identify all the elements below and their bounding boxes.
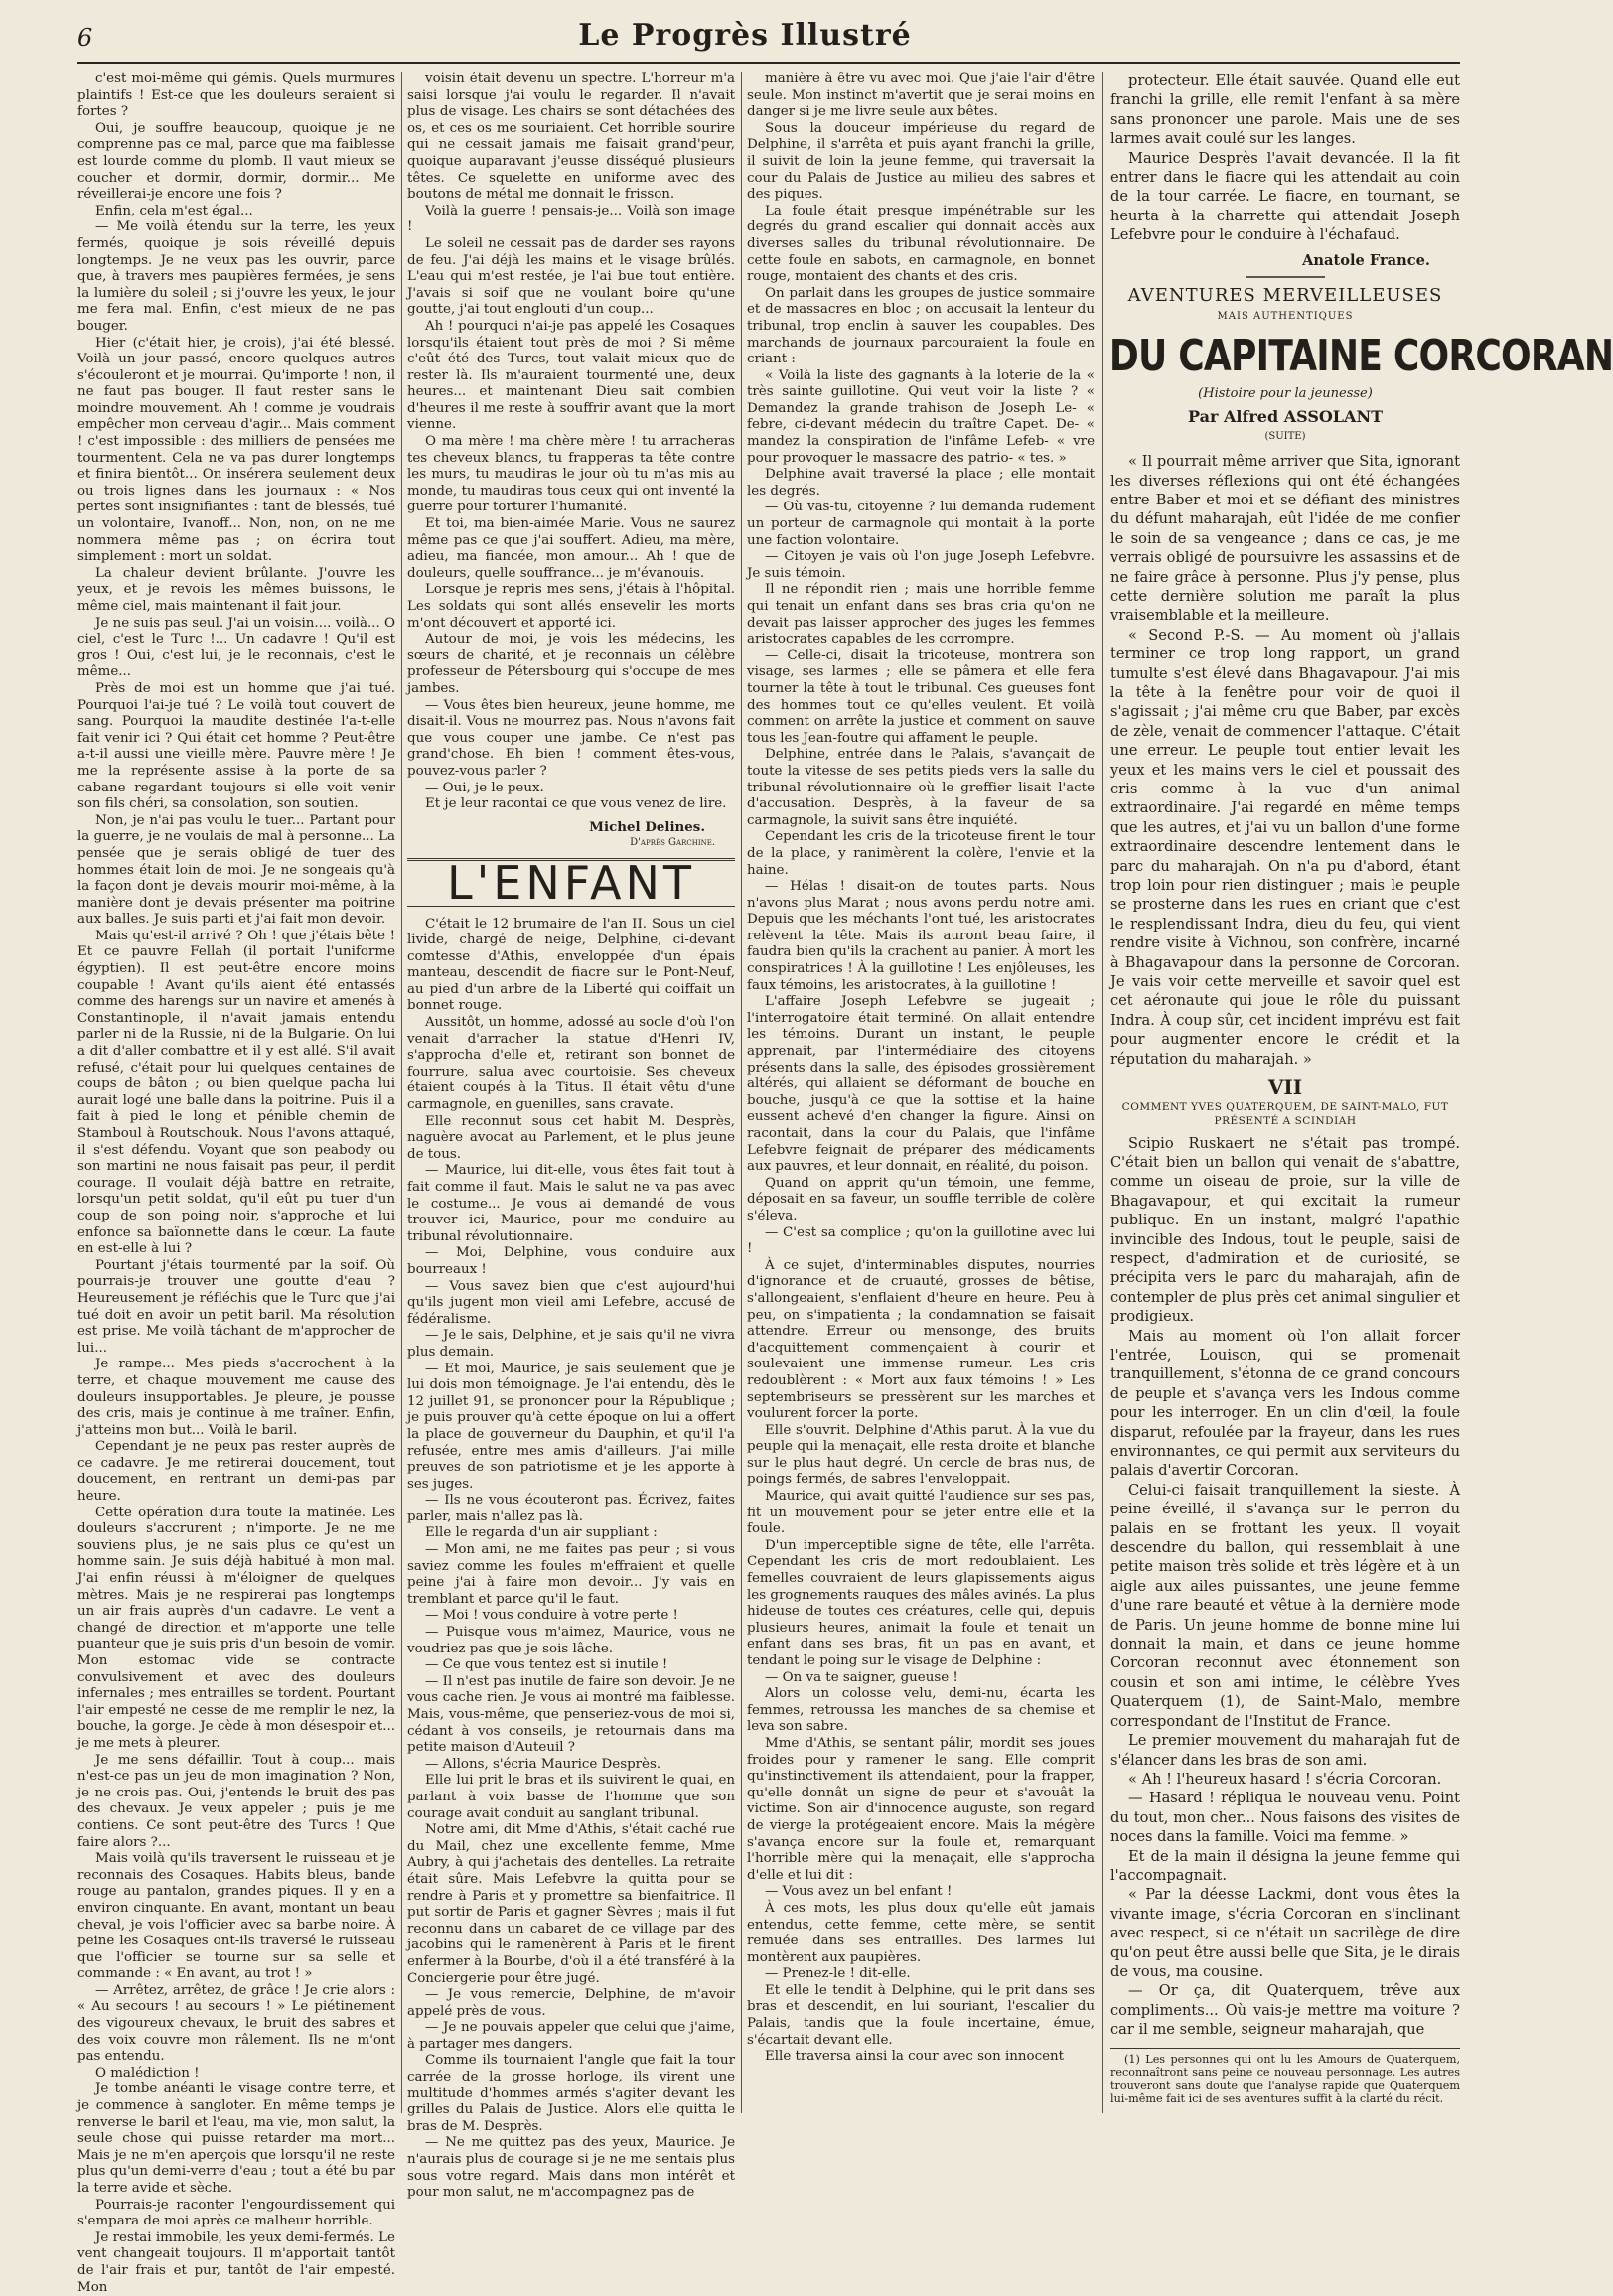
paragraph: Aussitôt, un homme, adossé au socle d'où l'on venait d'arracher la statue d'Henri IV, s'approcha d'elle et, retirant son bonnet de fourrure, salua avec courtoisie. Ses cheveux étaient coupés à la Titus. Il était vêtu d'une carmagnole, en guenilles, sans cravate.: [407, 1015, 735, 1113]
paragraph: Je ne suis pas seul. J'ai un voisin.... voilà... O ciel, c'est le Turc !... Un cadavre ! Qu'il est gros ! Oui, c'est lui, je le reconnais, c'est le même...: [77, 615, 395, 680]
paragraph: Ah ! pourquoi n'ai-je pas appelé les Cosaques lorsqu'ils étaient tout près de moi ? Si même c'eût été des Turcs, tout valait mieux que de rester là. Ils m'auraient tourmenté une, deux heures... et maintenant Dieu sait combien d'heures il me reste à souffrir avant que la mort vienne.: [407, 318, 735, 433]
paragraph: D'un imperceptible signe de tête, elle l'arrêta. Cependant les cris de mort redoublaient. Les femelles couvraient de leurs glapissements aigus les grognements rauques des mâles avinés. La plus hideuse de toutes ces créatures, celle qui, depuis plusieurs heures, animait la foule et tenait un enfant dans ses bras, fit un pas en avant, et tendant le poing sur le visage de Delphine :: [747, 1537, 1095, 1668]
paragraph: L'affaire Joseph Lefebvre se jugeait ; l'interrogatoire était terminé. On allait entendre les témoins. Durant un instant, le peuple apprenait, par l'intermédiaire des citoyens présents dans la salle, des épisodes grossièrement altérés, qui allaient se déformant de bouche en bouche, jusqu'à ce que la sottise et la haine eussent achevé d'en changer la figure. Ainsi on racontait, dans la cour du Palais, que l'infâme Lefebvre feignait de préparer des médicaments aux pauvres, et leur donnait, en réalité, du poison.: [747, 994, 1095, 1175]
chapter-title: COMMENT YVES QUATERQUEM, DE SAINT-MALO, FUT PRÉSENTÉ A SCINDIAH: [1121, 1100, 1449, 1127]
paragraph: — Allons, s'écria Maurice Desprès.: [425, 1756, 661, 1772]
paragraph: C'était le 12 brumaire de l'an II. Sous un ciel livide, chargé de neige, Delphine, ci-devant comtesse d'Athis, enveloppée d'un épais manteau, descendit de fiacre sur le Pont-Neuf, au pied d'un arbre de la Liberté qui coiffait un bonnet rouge.: [407, 916, 735, 1014]
ornament-dash: [1110, 272, 1460, 282]
paragraph: Elle le regarda d'un air suppliant :: [425, 1525, 658, 1541]
column-3: [747, 72, 1095, 2113]
paragraph: Elle traversa ainsi la cour avec son innocent: [765, 2049, 1065, 2065]
paragraph: Cette opération dura toute la matinée. Les douleurs s'accrurent ; n'importe. Je ne me souviens plus, je ne sais plus ce qu'est un homme sain. Je suis déjà habitué à mon mal. J'ai enfin réussi à m'éloigner de quelques mètres. Mais je ne respirerai pas longtemps un air frais auprès d'un cadavre. Le vent a changé de direction et m'apporte une telle puanteur que je suis pris d'un besoin de vomir. Mon estomac vide se contracte convulsivement et avec des douleurs infernales ; mes entrailles se tordent. Pourtant l'air empesté ne cesse de me remplir le nez, la bouche, la gorge. Je cède à mon désespoir et... je me mets à pleurer.: [77, 1505, 395, 1751]
paragraph: Et de la main il désigna la jeune femme qui l'accompagnait.: [1110, 1847, 1460, 1884]
paragraph: Enfin, cela m'est égal...: [95, 203, 253, 218]
column-1: [77, 72, 395, 2295]
column-2-text-a: [407, 72, 735, 813]
paragraph: « Voilà la liste des gagnants à la loterie de la « très sainte guillotine. Qui veut voir la liste ? « Demandez la grande trahison de Joseph Le- « febre, ci-devant médecin du traître Capet. De- « mandez la conspiration de l'infâme Lefeb- « vre pour provoquer le massacre des patrio- « tes. »: [747, 367, 1095, 466]
paragraph: voisin était devenu un spectre. L'horreur m'a saisi lorsque j'ai voulu le regarder. Il n'avait plus de visage. Les chairs se sont détachées des os, et ces os me souriaient. Cet horrible sourire qui ne cessait jamais me faisait grand'peur, quoique auparavant j'eusse disséqué plusieurs têtes. Ce squelette en uniforme avec des boutons de métal me donnait le frisson.: [407, 72, 735, 203]
paragraph: Voilà la guerre ! pensais-je... Voilà son image !: [407, 203, 735, 235]
paragraph: Non, je n'ai pas voulu le tuer... Partant pour la guerre, je ne voulais de mal à personne... La pensée que je serais obligé de tuer des hommes était loin de moi. Je ne songeais qu'à la façon dont je devais mourir moi-même, à la manière dont je devais présenter ma poitrine aux balles. Je suis parti et j'ai fait mon devoir.: [77, 812, 395, 928]
paragraph: — Vous avez un bel enfant !: [765, 1884, 953, 1900]
paragraph: Lorsque je repris mes sens, j'étais à l'hôpital. Les soldats qui sont allés ensevelir les morts m'ont découvert et apporté ici.: [407, 582, 735, 631]
paragraph: Delphine avait traversé la place ; elle montait les degrés.: [747, 467, 1095, 499]
serial-author: Par Alfred ASSOLANT: [1187, 407, 1383, 427]
paragraph: — Vous êtes bien heureux, jeune homme, me disait-il. Vous ne mourrez pas. Nous n'avons fait que vous couper une jambe. Ce n'est pas grand'chose. Eh bien ! comment êtes-vous, pouvez-vous parler ?: [407, 697, 735, 779]
paragraph: Je me sens défaillir. Tout à coup... mais n'est-ce pas un jeu de mon imagination ? Non, je ne crois pas. Oui, j'entends le bruit des pas des chevaux. Je veux appeler ; puis je me contiens. Ce sont peut-être des Turcs ! Que faire alors ?...: [77, 1752, 395, 1850]
paragraph: Sous la douceur impérieuse du regard de Delphine, il s'arrêta et puis ayant franchi la grille, il suivit de loin la jeune femme, qui traversait la cour du Palais de Justice au milieu des sabres et des piques.: [747, 120, 1095, 203]
paragraph: — Ne me quittez pas des yeux, Maurice. Je n'aurais plus de courage si je ne me sentais plus sous votre regard. Mais dans mon intérêt et pour mon salut, ne m'accompagnez pas de: [407, 2135, 735, 2201]
footnote: [1110, 2048, 1460, 2106]
paragraph: Et je leur racontai ce que vous venez de lire.: [425, 796, 727, 812]
column-rule: [401, 72, 402, 2113]
page-header: [0, 0, 1490, 60]
paragraph: Près de moi est un homme que j'ai tué. Pourquoi l'ai-je tué ? Le voilà tout couvert de sang. Pourquoi la maudite destinée l'a-t-elle fait venir ici ? Qui était cet homme ? Peut-être a-t-il aussi une vieille mère. Pauvre mère ! Je me la représente assise à la porte de sa cabane regardant toujours si elle voit venir son fils chéri, sa consolation, son soutien.: [77, 680, 395, 812]
paragraph: protecteur. Elle était sauvée. Quand elle eut franchi la grille, elle remit l'enfant à sa mère sans prononcer une parole. Mais une de ses larmes avait coulé sur les langes.: [1110, 72, 1460, 148]
paragraph: Delphine, entrée dans le Palais, s'avançait de toute la vitesse de ses petits pieds vers la salle du tribunal révolutionnaire où le greffier lisait l'acte d'accusation. Desprès, à la faveur de sa carmagnole, la suivit sans être inquiété.: [747, 747, 1095, 828]
paragraph: Elle lui prit le bras et ils suivirent le quai, en parlant à voix basse de l'homme que son courage avait conduit au sanglant tribunal.: [407, 1773, 735, 1821]
paragraph: — Arrêtez, arrêtez, de grâce ! Je crie alors : « Au secours ! au secours ! » Le piétinement des vigoureux chevaux, le bruit des sabres et des voix couvre mon râlement. Ils ne m'ont pas entendu.: [77, 1982, 395, 2065]
paragraph: Mais qu'est-il arrivé ? Oh ! que j'étais bête ! Et ce pauvre Fellah (il portait l'uniforme égyptien). Il est peut-être encore moins coupable ! Avant qu'ils aient été entassés comme des harengs sur un navire et amenés à Constantinople, il n'avait jamais entendu parler ni de la Russie, ni de la Bulgarie. On lui a dit d'aller combattre et il y est allé. S'il avait refusé, c'était pour lui quelques centaines de coups de bâton ; ou bien quelque pacha lui aurait logé une balle dans la poitrine. Puis il a fait à pied le long et pénible chemin de Stamboul à Routschouk. Nous l'avons attaqué, il s'est défendu. Voyant que son peabody ou son martini ne nous faisait pas peur, il perdit courage. Il voulait déjà battre en retraite, lorsqu'un petit soldat, qu'il eût pu tuer d'un coup de son poing noir, s'approche et lui enfonce sa baïonnette dans le cœur. La faute en est-elle à lui ?: [77, 928, 395, 1257]
header-rule: [77, 62, 1460, 64]
paragraph: Le soleil ne cessait pas de darder ses rayons de feu. J'ai déjà les mains et le visage brûlés. L'eau qui m'est restée, je l'ai bue tout entière. J'avais si soif que ne voulant boire qu'une goutte, j'ai tout englouti d'un coup...: [407, 235, 735, 318]
serial-subtitle: MAIS AUTHENTIQUES: [1217, 311, 1354, 323]
paragraph: — Ce que vous tentez est si inutile !: [425, 1657, 668, 1673]
paragraph: — Et moi, Maurice, je sais seulement que je lui dois mon témoignage. Je l'ai entendu, dès le 12 juillet 91, se prononcer pour la République ; je puis prouver qu'à cette époque on lui a offert la place de gouverneur du Dauphin, et qu'il l'a refusée, entre mes amis d'ailleurs. J'ai mille preuves de son patriotisme et je les apporte à ses juges.: [407, 1361, 735, 1492]
ornament-icon: [1246, 272, 1325, 282]
column-4-text-c: [1110, 1134, 1460, 2040]
paragraph: — Citoyen je vais où l'on juge Joseph Lefebvre. Je suis témoin.: [747, 549, 1095, 581]
paragraph: « Second P.-S. — Au moment où j'allais terminer ce trop long rapport, un grand tumulte s'est élevé dans Bhagavapour. J'ai mis la tête à la fenêtre pour voir de quoi il s'agissait ; j'ai même cru que Baber, par excès de zèle, venait de commencer l'attaque. C'était une erreur. Le peuple tout entier levait les yeux et les mains vers le ciel et poussait des cris comme à la vue d'un animal extraordinaire. J'ai regardé en même temps que les autres, et j'ai vu un ballon d'une forme extraordinaire descendre lentement dans le parc du maharajah. On n'a pu d'abord, étant trop loin pour rien distinguer ; mais le peuple se prosterne dans les rues en criant que c'est le resplendissant Indra, dieu du feu, qui vient rendre visite à Vichnou, son confrère, incarné à Bhagavapour dans la personne de Corcoran. Je vais voir cette merveille et savoir quel est cet aéronaute qui joue le rôle du puissant Indra. À coup sûr, cet incident imprévu est fait pour augmenter encore le crédit et la réputation du maharajah. »: [1110, 626, 1460, 1068]
signature-source: D'après Garchine.: [630, 837, 715, 849]
column-2-text-b: [407, 917, 735, 2202]
signature-france: Anatole France.: [1302, 251, 1430, 269]
paragraph: Comme ils tournaient l'angle que fait la tour carrée de la grosse horloge, ils virent une multitude d'hommes armés s'agiter devant les grilles du Palais de Justice. Alors elle quitta le bras de M. Desprès.: [407, 2053, 735, 2134]
column-4-text-b: [1110, 452, 1460, 1069]
paragraph: Cependant les cris de la tricoteuse firent le tour de la place, y ranimèrent la colère, l'envie et la haine.: [747, 829, 1095, 878]
paragraph: — Je le sais, Delphine, et je sais qu'il ne vivra plus demain.: [407, 1328, 735, 1360]
paragraph: Elle s'ouvrit. Delphine d'Athis parut. À la vue du peuple qui la menaçait, elle resta droite et blanche sur le plus haut degré. Un cercle de bras nus, de poings fermés, de sabres l'enveloppait.: [747, 1422, 1095, 1488]
chapter-number: VII: [1267, 1076, 1303, 1100]
signature-delines: Michel Delines.: [589, 818, 705, 835]
paragraph: — Ils ne vous écouteront pas. Écrivez, faites parler, mais n'allez pas là.: [407, 1493, 735, 1524]
masthead-title: Le Progrès Illustré: [578, 18, 912, 53]
paragraph: — Mon ami, ne me faites pas peur ; si vous saviez comme les foules m'effraient et quelle peine j'ai à faire mon devoir... J'y vais en tremblant et parce qu'il le faut.: [407, 1542, 735, 1607]
paragraph: Alors un colosse velu, demi-nu, écarta les femmes, retroussa les manches de sa chemise et leva son sabre.: [747, 1686, 1095, 1735]
column-2: [407, 72, 735, 2201]
paragraph: On parlait dans les groupes de justice sommaire et de massacres en bloc ; on accusait la lenteur du tribunal, trop enclin à sauver les coupables. Des marchands de journaux parcouraient la foule en criant :: [747, 285, 1095, 367]
paragraph: Hier (c'était hier, je crois), j'ai été blessé. Voilà un jour passé, encore quelques autres s'écouleront et je mourrai. Qu'importe ! non, il ne faut pas bouger. Il faut rester sans le moindre mouvement. Ah ! comme je voudrais empêcher mon cerveau d'agir... Mais comment ! c'est impossible : des milliers de pensées me tourmentent. Cela ne va pas durer longtemps et finira bientôt... On insérera seulement deux ou trois lignes dans les journaux : « Nos pertes sont insignifiantes : tant de blessés, tué un volontaire, Ivanoff... Non, non, on ne me nommera même pas ; on écrira tout simplement : mort un soldat.: [77, 335, 395, 565]
paragraph: Mais au moment où l'on allait forcer l'entrée, Louison, qui se promenait tranquillement, s'étonna de ce grand concours de peuple et s'avança vers les Indous comme pour les interroger. En un clin d'œil, la foule disparut, refoulée par la frayeur, dans les rues environnantes, ce qui permit aux serviteurs du palais d'avertir Corcoran.: [1110, 1327, 1460, 1480]
paragraph: Je restai immobile, les yeux demi-fermés. Le vent changeait toujours. Il m'apportait tantôt de l'air frais et pur, tantôt de l'air empesté. Mon: [77, 2229, 395, 2295]
column-rule: [1102, 72, 1103, 2113]
serial-genre: (Histoire pour la jeunesse): [1198, 385, 1373, 401]
column-1-text: [77, 72, 395, 2296]
serial-continued: (SUITE): [1264, 430, 1306, 442]
paragraph: — On va te saigner, gueuse !: [765, 1669, 958, 1685]
serial-title: AVENTURES MERVEILLEUSES: [1127, 285, 1443, 307]
paragraph: — Moi, Delphine, vous conduire aux bourreaux !: [407, 1245, 735, 1277]
paragraph: Et elle le tendit à Delphine, qui le prit dans ses bras et descendit, en lui souriant, l'escalier du Palais, tandis que la foule incertaine, émue, s'écartait devant elle.: [747, 1982, 1095, 2048]
paragraph: — Je vous remercie, Delphine, de m'avoir appelé près de vous.: [407, 1987, 735, 2019]
paragraph: O malédiction !: [95, 2065, 200, 2081]
paragraph: — Moi ! vous conduire à votre perte !: [425, 1608, 678, 1624]
paragraph: Et toi, ma bien-aimée Marie. Vous ne saurez même pas ce que j'ai souffert. Adieu, ma mère, adieu, ma fiancée, mon amour... Ah ! que de douleurs, quelle souffrance... je m'évanouis.: [407, 516, 735, 581]
paragraph: « Par la déesse Lackmi, dont vous êtes la vivante image, s'écria Corcoran en s'inclinant avec respect, si ce n'était un sacrilège de dire qu'on peut être aussi belle que Sita, je le dirais de vous, ma cousine.: [1110, 1886, 1460, 1980]
paragraph: — Je ne pouvais appeler que celui que j'aime, à partager mes dangers.: [407, 2020, 735, 2052]
paragraph: « Ah ! l'heureux hasard ! s'écria Corcoran.: [1128, 1770, 1442, 1788]
article-title-enfant: L'ENFANT: [447, 855, 695, 910]
paragraph: « Il pourrait même arriver que Sita, ignorant les diverses réflexions qui ont été échangées entre Baber et moi et se défiant des ministres du défunt maharajah, eût l'idée de me confier le soin de sa vengeance ; dans ce cas, je me verrais obligé de poursuivre les assassins et de ne faire grâce à personne. Plus j'y pense, plus cette dernière solution me paraît la plus vraisemblable et la meilleure.: [1110, 453, 1460, 625]
paragraph: Elle reconnut sous cet habit M. Desprès, naguère avocat au Parlement, et le plus jeune de tous.: [407, 1113, 735, 1162]
column-rule: [741, 72, 742, 2113]
paragraph: Celui-ci faisait tranquillement la sieste. À peine éveillé, il s'avança sur le perron du palais en se frottant les yeux. Il voyait descendre du ballon, qui ressemblait à une petite maison très solide et très légère et à un aigle aux ailes puissantes, une jeune femme d'une rare beauté et vêtue à la dernière mode de Paris. Un jeune homme de bonne mine lui donnait la main, et dans ce jeune homme Corcoran reconnut avec étonnement son cousin et son ami intime, le célèbre Yves Quaterquem (1), de Saint-Malo, membre correspondant de l'Institut de France.: [1110, 1481, 1460, 1730]
page-number: 6: [77, 24, 93, 52]
paragraph: — Il n'est pas inutile de faire son devoir. Je ne vous cache rien. Je vous ai montré ma faiblesse. Mais, vous-même, que penseriez-vous de moi si, cédant à vos conseils, je retournais dans ma petite maison d'Auteuil ?: [407, 1673, 735, 1756]
paragraph: Maurice Desprès l'avait devancée. Il la fit entrer dans le fiacre qui les attendait au coin de la tour carrée. Le fiacre, en tournant, se heurta à la charrette qui attendait Joseph Lefebvre pour le conduire à l'échafaud.: [1110, 149, 1460, 244]
paragraph: — Où vas-tu, citoyenne ? lui demanda rudement un porteur de carmagnole qui montait à la porte une faction volontaire.: [747, 500, 1095, 548]
paragraph: À ces mots, les plus doux qu'elle eût jamais entendus, cette femme, cette mère, se sentit remuée dans ses entrailles. Des larmes lui montèrent aux paupières.: [747, 1900, 1095, 1965]
paragraph: — Puisque vous m'aimez, Maurice, vous ne voudriez pas que je sois lâche.: [407, 1625, 735, 1656]
paragraph: — Hélas ! disait-on de toutes parts. Nous n'avons plus Marat ; nous avons perdu notre ami. Depuis que les méchants l'ont tué, les aristocrates relèvent la tête. Mais ils auront beau faire, il faudra bien qu'ils la crachent au panier. À mort les conspiratrices ! À la guillotine ! Les enjôleuses, les faux témoins, les aristocrates, à la guillotine !: [747, 879, 1095, 993]
paragraph: Il ne répondit rien ; mais une horrible femme qui tenait un enfant dans ses bras cria qu'on ne devait pas laisser approcher des juges les femmes aristocrates capables de les corrompre.: [747, 582, 1095, 647]
paragraph: Je rampe... Mes pieds s'accrochent à la terre, et chaque mouvement me cause des douleurs insupportables. Je pleure, je pousse des cris, mais je continue à me traîner. Enfin, j'atteins mon but... Voilà le baril.: [77, 1357, 395, 1438]
paragraph: Notre ami, dit Mme d'Athis, s'était caché rue du Mail, chez une excellente femme, Mme Aubry, à qui j'achetais des dentelles. La retraite était sûre. Mais Lefebvre la quitta pour se rendre à Paris et y promettre sa bienfaitrice. Il put sortir de Paris et gagner Sèvres ; mais il fut reconnu dans un cabaret de ce village par des jacobins qui le ramenèrent à Paris et le firent enfermer à la Bourbe, d'où il a été transféré à la Conciergerie pour être jugé.: [407, 1822, 735, 1986]
paragraph: O ma mère ! ma chère mère ! tu arracheras tes cheveux blancs, tu frapperas ta tête contre les murs, tu maudiras le jour où tu m'as mis au monde, tu maudiras tous ceux qui ont inventé la guerre pour torturer l'humanité.: [407, 434, 735, 515]
paragraph: La chaleur devient brûlante. J'ouvre les yeux, et je revois les mêmes buissons, le même ciel, mais maintenant il fait jour.: [77, 565, 395, 614]
paragraph: À ce sujet, d'interminables disputes, nourries d'ignorance et de cruauté, grosses de bêtise, s'allongeaient, s'enflaient d'heure en heure. Peu à peu, on s'impatienta ; la condamnation se faisait attendre. Erreur ou mensonge, des bruits d'acquittement commençaient à courir et soulevaient une immense rumeur. Les cris redoublèrent : « Mort aux faux témoins ! » Les septembriseurs se pressèrent sur les marches et voulurent forcer la porte.: [747, 1257, 1095, 1422]
footnote-text: (1) Les personnes qui ont lu les Amours de Quaterquem, reconnaîtront sans peine ce nouveau personnage. Les autres trouveront sans doute que l'analyse rapide que Quaterquem lui-même fait ici de ses aventures suffit à la clarté du récit.: [1110, 2052, 1460, 2106]
paragraph: Je tombe anéanti le visage contre terre, et je commence à sangloter. En même temps je renverse le baril et l'eau, ma vie, mon salut, la seule chose qui puisse retarder ma mort... Mais je ne m'en aperçois que lorsqu'il ne reste plus qu'un demi-verre d'eau ; tout a été bu par la terre avide et sèche.: [77, 2081, 395, 2196]
paragraph: manière à être vu avec moi. Que j'aie l'air d'être seule. Mon instinct m'avertit que je serai moins en danger si je me livre seule aux bêtes.: [747, 72, 1095, 120]
paragraph: — Hasard ! répliqua le nouveau venu. Point du tout, mon cher... Nous faisons des visites de noces dans la famille. Voici ma femme. »: [1110, 1790, 1460, 1846]
paragraph: Cependant je ne peux pas rester auprès de ce cadavre. Je me retirerai doucement, tout doucement, en rentrant un demi-pas par heure.: [77, 1439, 395, 1505]
paragraph: Pourrais-je raconter l'engourdissement qui s'empara de moi après ce malheur horrible.: [77, 2197, 395, 2229]
paragraph: Oui, je souffre beaucoup, quoique je ne comprenne pas ce mal, parce que ma faiblesse est lourde comme du plomb. Il vaut mieux se coucher et dormir, dormir, dormir... Me réveillerai-je encore une fois ?: [77, 120, 395, 203]
column-3-text: [747, 72, 1095, 2066]
paragraph: — C'est sa complice ; qu'on la guillotine avec lui !: [747, 1224, 1095, 1257]
paragraph: Autour de moi, je vois les médecins, les sœurs de charité, et je reconnais un célèbre professeur de Pétersbourg qui s'occupe de mes jambes.: [407, 632, 735, 696]
paragraph: Le premier mouvement du maharajah fut de s'élancer dans les bras de son ami.: [1110, 1732, 1460, 1769]
paragraph: Mme d'Athis, se sentant pâlir, mordit ses joues froides pour y ramener le sang. Elle comprit qu'instinctivement ils attendaient, pour la frapper, qu'elle donnât un signe de peur et s'avouât la victime. Son air d'innocence auguste, son regard de vierge la protégeaient encore. Mais la mégère s'avança encore sur la foule et, remarquant l'horrible mère qui la menaçait, elle s'approcha d'elle et lui dit :: [747, 1735, 1095, 1883]
column-4-text-a: [1110, 72, 1460, 245]
column-4: [1108, 72, 1613, 2113]
paragraph: Pourtant j'étais tourmenté par la soif. Où pourrais-je trouver une goutte d'eau ? Heureusement je réfléchis que le Turc que j'ai tué doit en avoir un petit baril. Ma résolution est prise. Me voilà tâchant de m'approcher de lui...: [77, 1257, 395, 1356]
paragraph: — Or ça, dit Quaterquem, trêve aux compliments... Où vais-je mettre ma voiture ? car il me semble, seigneur maharajah, que: [1110, 1982, 1460, 2039]
paragraph: Maurice, qui avait quitté l'audience sur ses pas, fit un mouvement pour se jeter entre elle et la foule.: [747, 1489, 1095, 1537]
paragraph: — Celle-ci, disait la tricoteuse, montrera son visage, ses larmes ; elle se pâmera et elle fera tourner la tête à tout le tribunal. Ces gueuses font des hommes tout ce qu'elles veulent. Et voilà comment on arrête la justice et comment on sauve tous les Jean-foutre qui affament le peuple.: [747, 647, 1095, 746]
paragraph: c'est moi-même qui gémis. Quels murmures plaintifs ! Est-ce que les douleurs seraient si fortes ?: [77, 72, 395, 120]
paragraph: Quand on apprit qu'un témoin, une femme, déposait en sa faveur, un souffle terrible de colère s'éleva.: [747, 1175, 1095, 1223]
paragraph: — Prenez-le ! dit-elle.: [765, 1966, 911, 1982]
paragraph: — Vous savez bien que c'est aujourd'hui qu'ils jugent mon vieil ami Lefebre, accusé de fédéralisme.: [407, 1278, 735, 1327]
paragraph: La foule était presque impénétrable sur les degrés du grand escalier qui donnait accès aux diverses salles du tribunal révolutionnaire. De cette foule en sabots, en carmagnole, en bonnet rouge, montaient des chants et des cris.: [747, 203, 1095, 285]
paragraph: Mais voilà qu'ils traversent le ruisseau et je reconnais des Cosaques. Habits bleus, bande rouge au pantalon, grandes piques. Il y en a environ cinquante. En avant, montant un beau cheval, je vois l'officier avec sa barbe noire. À peine les Cosaques ont-ils traversé le ruisseau que l'officier se tourne sur sa selle et commande : « En avant, au trot ! »: [77, 1851, 395, 1982]
paragraph: — Oui, je le peux.: [425, 780, 544, 795]
paragraph: — Maurice, lui dit-elle, vous êtes fait tout à fait comme il faut. Mais le salut ne va pas avec le costume... Je vous ai demandé de vous trouver ici, Maurice, pour me conduire au tribunal révolutionnaire.: [407, 1163, 735, 1244]
serial-main-title: DU CAPITAINE CORCORAN: [1108, 330, 1613, 381]
paragraph: Scipio Ruskaert ne s'était pas trompé. C'était bien un ballon qui venait de s'abattre, comme un oiseau de proie, sur la ville de Bhagavapour, et qui excitait la rumeur publique. En un instant, malgré l'apathie invincible des Indous, tout le peuple, saisi de respect, d'admiration et de curiosité, se précipita vers le parc du maharajah, afin de contempler de plus près cet animal singulier et prodigieux.: [1110, 1134, 1460, 1326]
paragraph: — Me voilà étendu sur la terre, les yeux fermés, quoique je sois réveillé depuis longtemps. Je ne veux pas les ouvrir, parce que, à travers mes paupières fermées, je sens la lumière du soleil ; si j'ouvre les yeux, le jour me fera mal. Enfin, c'est mieux de ne pas bouger.: [77, 219, 395, 334]
